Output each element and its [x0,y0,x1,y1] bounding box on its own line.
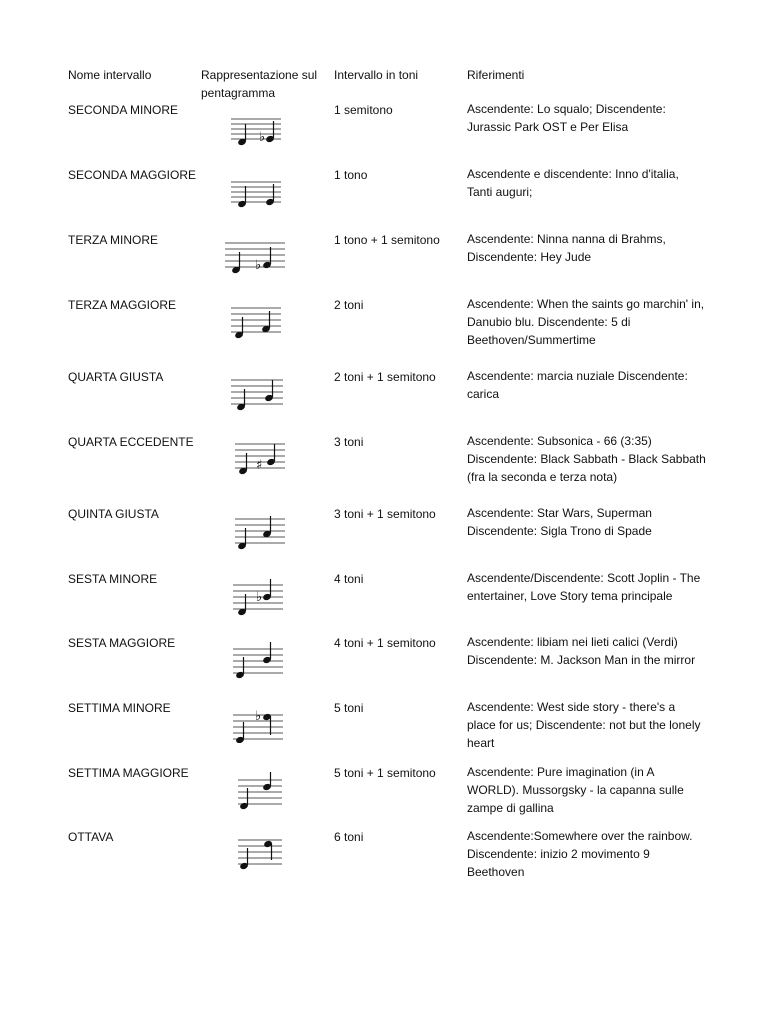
header-interval-tones: Intervallo in toni [334,68,419,82]
staff-notation-image [226,376,288,414]
interval-tones: 1 tono + 1 semitono [334,233,440,247]
interval-name: SECONDA MINORE [68,103,179,117]
interval-references: Ascendente: Star Wars, Superman Discendente: Sigla Trono di Spade [467,506,652,538]
header-interval-name: Nome intervallo [68,68,152,82]
header-staff-representation: Rappresentazione sul pentagramma [201,68,318,100]
interval-references: Ascendente: libiam nei lieti calici (Verdi) Discendente: M. Jackson Man in the mirror [467,635,696,667]
interval-name: SETTIMA MINORE [68,701,171,715]
interval-name: QUARTA GIUSTA [68,370,164,384]
interval-name: SESTA MINORE [68,572,158,586]
staff-notation-image [226,113,286,149]
interval-name: OTTAVA [68,830,114,844]
staff-notation-image [228,703,288,743]
interval-references: Ascendente: West side story - there's a place for us; Discendente: not but the lonely heart [467,700,701,750]
staff-notation-image [230,441,290,479]
interval-tones: 4 toni [334,572,364,586]
interval-tones: 3 toni + 1 semitono [334,507,436,521]
staff-notation-image [228,640,288,680]
staff-notation-image [226,304,286,340]
interval-name: SESTA MAGGIORE [68,636,176,650]
flat-icon: ♭ [259,130,266,145]
interval-references: Ascendente/Discendente: Scott Joplin - The entertainer, Love Story tema principale [467,571,701,603]
flat-icon: ♭ [255,709,262,724]
staff-notation-image [233,770,287,810]
interval-references: Ascendente: When the saints go marchin' in, Danubio blu. Discendente: 5 di Beethoven/Summertime [467,297,705,347]
interval-tones: 2 toni [334,298,364,312]
interval-name: SECONDA MAGGIORE [68,168,197,182]
interval-references: Ascendente: Subsonica - 66 (3:35) Discendente: Black Sabbath - Black Sabbath (fra la seconda e terza nota) [467,434,706,484]
interval-references: Ascendente: Ninna nanna di Brahms, Discendente: Hey Jude [467,232,666,264]
flat-icon: ♭ [256,590,263,605]
interval-tones: 4 toni + 1 semitono [334,636,436,650]
staff-notation-image [222,241,288,277]
interval-references: Ascendente: marcia nuziale Discendente: carica [467,369,688,401]
interval-tones: 6 toni [334,830,364,844]
interval-references: Ascendente:Somewhere over the rainbow. Discendente: inizio 2 movimento 9 Beethoven [467,829,693,879]
interval-name: TERZA MINORE [68,233,159,247]
staff-notation-image [230,515,290,553]
interval-tones: 1 semitono [334,103,393,117]
flat-icon: ♭ [255,258,262,273]
staff-notation-image [233,832,287,872]
interval-tones: 1 tono [334,168,368,182]
header-references: Riferimenti [467,68,525,82]
sharp-icon: ♯ [256,458,263,473]
staff-notation-image [228,578,288,618]
interval-name: QUINTA GIUSTA [68,507,159,521]
interval-references: Ascendente e discendente: Inno d'italia, Tanti auguri; [467,167,679,199]
staff-notation-image [226,176,286,212]
interval-references: Ascendente: Pure imagination (in A WORLD). Mussorgsky - la capanna sulle zampe di gallina [467,765,684,815]
interval-references: Ascendente: Lo squalo; Discendente: Jurassic Park OST e Per Elisa [467,102,666,134]
interval-tones: 2 toni + 1 semitono [334,370,436,384]
interval-name: TERZA MAGGIORE [68,298,177,312]
interval-name: QUARTA ECCEDENTE [68,435,194,449]
interval-tones: 5 toni + 1 semitono [334,766,436,780]
interval-name: SETTIMA MAGGIORE [68,766,189,780]
interval-tones: 3 toni [334,435,364,449]
interval-tones: 5 toni [334,701,364,715]
